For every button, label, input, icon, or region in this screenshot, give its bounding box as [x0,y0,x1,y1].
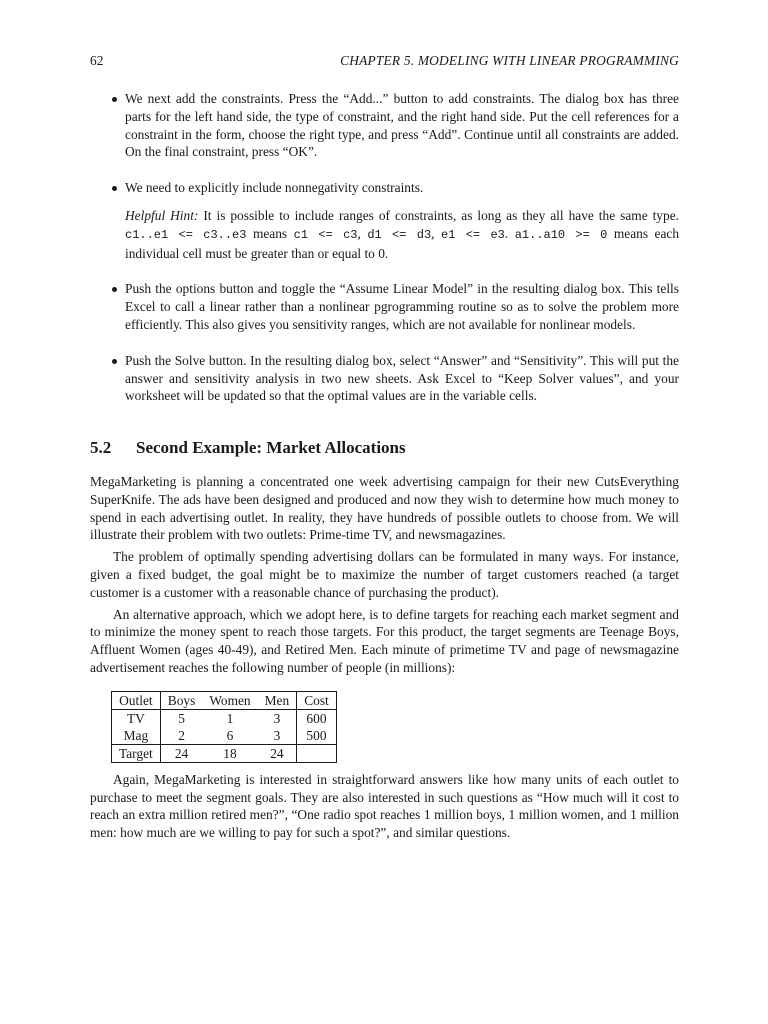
table-cell: TV [112,709,161,727]
table-target-row [112,744,337,762]
table-cell: 500 [297,727,337,745]
hint-text: , [431,225,441,241]
table-cell: 6 [226,727,234,743]
bullet-text: We need to explicitly include nonnegativity constraints. [125,180,424,196]
hint-text: It is possible to include ranges of constraints, as long as they all have the same type. [198,207,679,223]
bullet-item [90,280,679,333]
bullet-text: Push the options button and toggle the “Assume Linear Model” in the resulting dialog box. This tells Excel to call a linear rather than a nonlinear pgrogramming routine so as to solve the problem more efficiently. This also gives you sensitivity ranges, which are not available for nonlinear models. [125,281,679,332]
paragraph: MegaMarketing is planning a concentrated one week advertising campaign for their new CutsEverything SuperKnife. The ads have been designed and produced and now they wish to determine how much money to spend in each advertising outlet. In reality, they have hundreds of possible outlets to choose from. We will illustrate their problem with two outlets: Prime-time TV, and newsmagazines. [90,473,679,543]
table-header-cell: Cost [297,691,337,709]
table-header-cell: Outlet [112,691,161,709]
table-cell: 3 [258,709,297,727]
hint-text: . [504,225,515,241]
table-header-row [112,691,337,709]
chapter-title: CHAPTER 5. MODELING WITH LINEAR PROGRAMMING [340,53,679,68]
bullet-list [90,90,679,405]
bullet-dot-icon [112,186,117,191]
paragraph: Again, MegaMarketing is interested in straightforward answers like how many units of each outlet to purchase to meet the segment goals. They are also interested in such questions as “How much will it cost to reach an extra million retired men?”, “One radio spot reaches 1 million boys, 1 million women, and 1 million men: how much are we willing to pay for such a spot?”, and similar questions. [90,771,679,841]
hint-code: c1..e1 <= c3..e3 [125,227,247,242]
hint-text: , [357,225,368,241]
table-header-cell: Boys [160,691,202,709]
section-number: 5.2 [90,438,112,458]
hint-code: e1 <= e3 [441,227,505,242]
hint-code: d1 <= d3 [367,227,432,242]
table-row [112,709,337,727]
bullet-dot-icon [112,287,117,292]
advertising-table [111,691,337,763]
bullet-item [90,179,679,262]
table-cell: 5 [178,710,185,726]
paragraph: The problem of optimally spending advertising dollars can be formulated in many ways. For instance, given a fixed budget, the goal might be to maximize the number of target customers reached (a target customer is a customer with a reasonable chance of purchasing the product). [90,549,679,600]
bullet-item [90,90,679,161]
table-cell: 600 [297,709,337,727]
table-cell: 3 [258,727,297,745]
table-cell [297,744,337,762]
hint-text: means each individual cell must be greater than or equal to 0. [125,225,680,261]
table-cell: 24 [258,744,297,762]
paragraph: An alternative approach, which we adopt here, is to define targets for reaching each market segment and to minimize the money spent to reach those targets. For this product, the target segments are Teenage Boys, Affluent Women (ages 40-49), and Retired Men. Each minute of primetime TV and page of newsmagazine advertisement reaches the following number of people (in millions): [90,606,679,675]
table-cell: 18 [202,744,257,762]
bullet-dot-icon [112,359,117,364]
hint-code: c1 <= c3 [293,227,358,242]
table-cell: 24 [160,744,202,762]
hint-label: Helpful Hint: [125,207,199,223]
table-cell: Target [112,744,161,762]
table-cell: 1 [226,710,234,726]
bullet-dot-icon [112,97,117,102]
bullet-item [90,352,679,405]
bullet-text: We next add the constraints. Press the “Add...” button to add constraints. The dialog box has three parts for the left hand side, the type of constraint, and the right hand side. Put the cell references for a constraint in the form, choose the right type, and press “Add”. Continue until all constraints are added. On the final constraint, press “OK”. [125,91,679,160]
page [90,52,679,842]
helpful-hint [125,207,679,262]
table-cell: 2 [178,727,185,743]
hint-code: a1..a10 >= 0 [514,227,608,242]
running-header [90,52,679,70]
table-cell: Mag [112,727,161,745]
table-header-cell: Women [202,691,257,709]
table-row [112,727,337,745]
table-header-cell: Men [258,691,297,709]
section-heading [90,439,679,457]
page-number: 62 [90,53,104,68]
bullet-text: Push the Solve button. In the resulting dialog box, select “Answer” and “Sensitivity”. This will put the answer and sensitivity analysis in two new sheets. Ask Excel to “Keep Solver values”, and your worksheet will be updated so that the optimal values are in the variable cells. [125,352,679,404]
section-title: Second Example: Market Allocations [136,438,406,458]
hint-text: means [246,225,294,241]
